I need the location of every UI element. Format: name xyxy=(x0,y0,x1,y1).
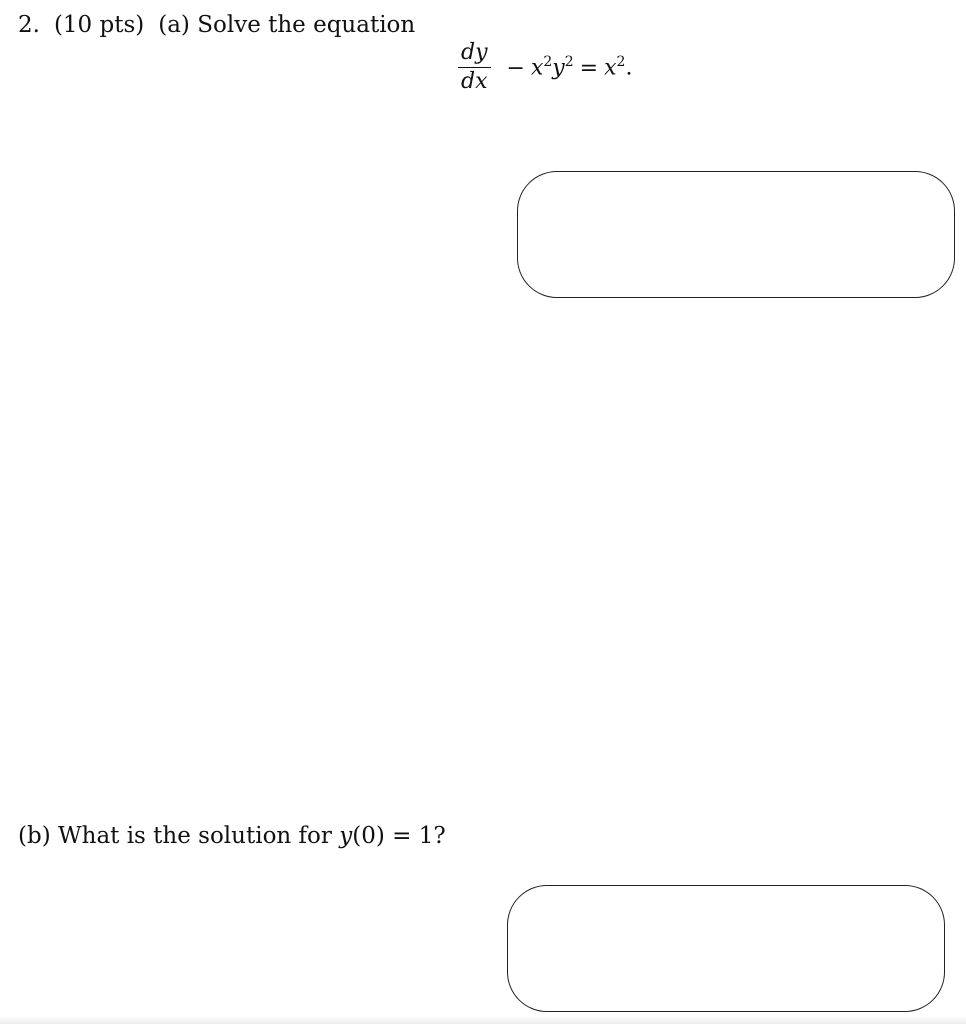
part-b-function: y xyxy=(339,823,353,849)
fraction-numerator: dy xyxy=(461,40,488,65)
question-heading xyxy=(18,12,415,38)
term-y: y xyxy=(552,55,565,81)
term-y-exponent: 2 xyxy=(564,54,574,71)
minus-sign: − xyxy=(506,55,525,81)
part-b-condition: = 1? xyxy=(384,823,446,849)
rhs-exponent: 2 xyxy=(616,54,626,71)
equals-sign: = xyxy=(579,55,599,81)
part-b-argument: (0) xyxy=(352,823,385,849)
answer-box-part-b[interactable] xyxy=(507,885,945,1012)
question-points: (10 pts) xyxy=(53,12,145,38)
part-a-prompt: Solve the equation xyxy=(197,12,416,38)
term-x: x xyxy=(530,55,544,81)
fraction-bar xyxy=(458,67,491,68)
fraction-denominator: dx xyxy=(461,69,488,94)
part-b-prompt: What is the solution for xyxy=(57,823,340,849)
rhs-x: x xyxy=(604,55,617,81)
term-x-exponent: 2 xyxy=(543,54,553,71)
part-b-label: (b) xyxy=(18,823,51,849)
derivative-fraction xyxy=(458,40,491,95)
part-b-question xyxy=(18,823,446,849)
page-bottom-edge xyxy=(0,1016,966,1024)
question-number: 2. xyxy=(18,12,40,38)
differential-equation xyxy=(458,40,632,95)
equation-period: . xyxy=(625,55,633,81)
part-a-label: (a) xyxy=(158,12,190,38)
equation-terms xyxy=(501,54,633,80)
answer-box-part-a[interactable] xyxy=(517,171,955,298)
